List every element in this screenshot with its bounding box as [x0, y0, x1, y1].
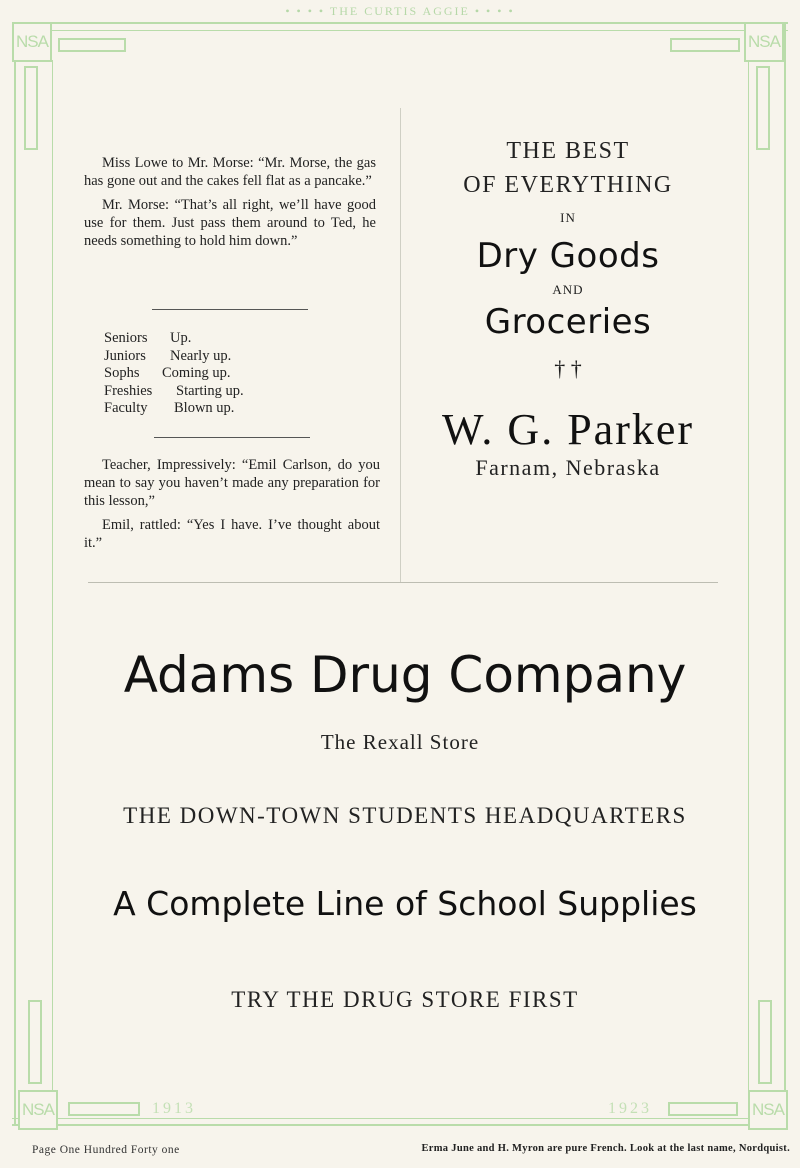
column-divider	[400, 108, 401, 582]
bar-ornament-right-top	[756, 66, 770, 150]
bar-ornament-top-left	[58, 38, 126, 52]
nsa-monogram-top-right: NSA	[744, 22, 784, 62]
class-status: Up.	[170, 330, 192, 346]
bar-ornament-left-bottom	[28, 1000, 42, 1084]
adams-ad-title: Adams Drug Company	[123, 646, 687, 704]
joke-emil-lesson-line1: Teacher, Impressively: “Emil Carlson, do you mean to say you haven’t made any preparation for this lesson,”	[84, 457, 380, 509]
parker-ad-and: AND	[552, 282, 584, 297]
parker-ad-dry-goods: Dry Goods	[476, 236, 660, 276]
joke-emil-lesson	[84, 456, 380, 552]
class-status: Coming up.	[162, 365, 231, 381]
running-head-text: THE CURTIS AGGIE	[329, 4, 470, 18]
parker-ad	[416, 134, 720, 481]
class-status: Starting up.	[176, 382, 244, 399]
class-row	[104, 330, 304, 348]
border-right-inner	[748, 60, 749, 1090]
parker-ad-name: W. G. Parker	[441, 405, 695, 454]
running-head-dots-right: • • • •	[469, 4, 515, 18]
parker-ad-groceries: Groceries	[484, 302, 652, 342]
class-status: Nearly up.	[170, 347, 232, 364]
page-number: Page One Hundred Forty one	[32, 1144, 180, 1156]
class-name: Freshies	[104, 382, 153, 399]
joke-separator-1	[152, 309, 308, 310]
joke-gas-pancake-line2: Mr. Morse: “That’s all right, we’ll have good use for them. Just pass them around to Ted, he needs something to hold him down.”	[84, 197, 376, 249]
border-top-outer	[12, 22, 788, 24]
class-name: Faculty	[104, 400, 148, 416]
adams-ad-subtitle: The Rexall Store	[320, 730, 480, 754]
bar-ornament-left-top	[24, 66, 38, 150]
adams-ad-tagline: THE DOWN-TOWN STUDENTS HEADQUARTERS	[123, 803, 687, 828]
joke-separator-2	[154, 437, 310, 438]
parker-ad-line2: OF EVERYTHING	[463, 172, 673, 198]
class-row	[104, 365, 304, 383]
class-name: Sophs	[104, 365, 140, 381]
footer-note: Erma June and H. Myron are pure French. Look at the last name, Nordquist.	[421, 1143, 790, 1154]
class-name: Seniors	[104, 330, 148, 346]
class-status-list	[104, 330, 304, 418]
joke-emil-lesson-line2: Emil, rattled: “Yes I have. I’ve thought about it.”	[84, 517, 380, 551]
parker-ad-line1: THE BEST	[506, 138, 630, 164]
adams-ad-supplies: A Complete Line of School Supplies	[113, 884, 697, 923]
joke-gas-pancake	[84, 154, 376, 250]
border-top-inner	[12, 30, 788, 31]
bar-ornament-top-right	[670, 38, 740, 52]
bar-ornament-bottom-left	[68, 1102, 140, 1116]
adams-ad-closing: TRY THE DRUG STORE FIRST	[231, 987, 579, 1012]
border-left-outer	[14, 22, 16, 1126]
section-divider	[88, 582, 718, 583]
dagger-ornament: † †	[554, 356, 582, 381]
year-left: 1913	[152, 1100, 196, 1117]
nsa-monogram-bottom-right: NSA	[748, 1090, 788, 1130]
bar-ornament-right-bottom	[758, 1000, 772, 1084]
parker-ad-in: IN	[560, 210, 576, 225]
class-name: Juniors	[104, 347, 146, 364]
border-right-outer	[784, 22, 786, 1126]
border-bottom-outer	[12, 1124, 788, 1126]
class-row	[104, 383, 304, 401]
bar-ornament-bottom-right	[668, 1102, 738, 1116]
joke-gas-pancake-line1: Miss Lowe to Mr. Morse: “Mr. Morse, the gas has gone out and the cakes fell flat as a pancake.”	[84, 155, 376, 189]
class-row	[104, 348, 304, 366]
running-head-dots-left: • • • •	[285, 4, 330, 18]
class-status: Blown up.	[174, 400, 235, 416]
border-bottom-inner	[12, 1118, 788, 1119]
year-right: 1923	[608, 1100, 652, 1117]
nsa-monogram-top-left: NSA	[12, 22, 52, 62]
running-head	[0, 4, 800, 19]
parker-ad-city: Farnam, Nebraska	[475, 455, 661, 480]
nsa-monogram-bottom-left: NSA	[18, 1090, 58, 1130]
border-left-inner	[52, 60, 53, 1090]
class-row	[104, 400, 304, 418]
